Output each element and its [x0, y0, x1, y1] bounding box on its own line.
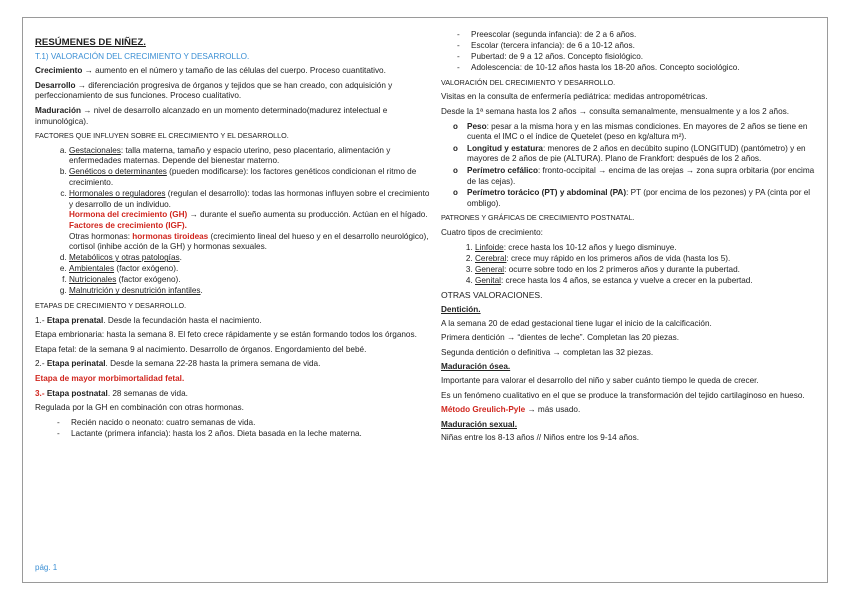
item-text: (factor exógeno).	[116, 275, 181, 285]
morbimortality-note: Etapa de mayor morbimortalidad fetal.	[35, 374, 185, 384]
item-text: : crece muy rápido en los primeros años de vida (hasta los 5).	[506, 253, 731, 263]
item-text: (factor exógeno).	[114, 264, 179, 274]
method-line	[441, 405, 816, 416]
item-label: General	[475, 264, 505, 274]
list-item: - Pubertad: de 9 a 12 años. Concepto fisiológico.	[457, 52, 816, 63]
list-item	[453, 122, 816, 143]
stage-perinatal	[35, 359, 435, 370]
right-column	[441, 30, 816, 448]
patrones-intro: Cuatro tipos de crecimiento:	[441, 228, 543, 237]
stage-embryo: Etapa embrionaria: hasta la semana 8. El feto crece rápidamente y se están formando todos los órganos.	[35, 330, 417, 340]
item-text: : fronto-occipital → encima de las orejas → zona supra orbitaria (por encima de las cejas).	[467, 166, 815, 186]
stage-postnatal	[35, 389, 435, 400]
item-label: Cerebral	[475, 253, 507, 263]
list-item	[453, 166, 816, 187]
item-label: Ambientales	[69, 264, 115, 274]
definition-text: → nivel de desarrollo alcanzado en un momento determinado(madurez intelectual e inmunológica).	[35, 105, 388, 126]
item-label: Malnutrición y desnutrición infantiles	[69, 286, 201, 296]
stage-number: 3.-	[35, 388, 47, 398]
item-text: Otras hormonas:	[69, 231, 133, 241]
definition-crecimiento	[35, 66, 435, 77]
stage-prenatal	[35, 316, 435, 327]
item-label: Gestacionales	[69, 145, 121, 155]
list-item: - Adolescencia: de 10-12 años hasta los 18-20 años. Concepto sociológico.	[457, 63, 816, 74]
list-item	[475, 265, 816, 276]
list-item	[475, 276, 816, 287]
stage-text: . Desde la fecundación hasta el nacimiento.	[103, 315, 262, 325]
list-item	[475, 254, 816, 265]
item-text: (pueden modificarse): los factores genéticos condicionan el ritmo de crecimiento.	[69, 167, 417, 188]
stages-heading: ETAPAS DE CRECIMIENTO Y DESARROLLO.	[35, 301, 187, 311]
page-number: pág. 1	[35, 563, 58, 572]
item-label: Metabólicos y otras patologías	[69, 253, 180, 263]
stage-text: . 28 semanas de vida.	[107, 388, 188, 398]
item-label: Genital	[475, 275, 501, 285]
schedule-text: Desde la 1ª semana hasta los 2 años → consulta semanalmente, mensualmente y a los 2 años.	[441, 107, 790, 117]
item-text: → durante el sueño aumenta su producción. Actúan en el hígado.	[187, 210, 428, 220]
item-text: .	[179, 253, 182, 263]
definition-text: → aumento en el número y tamaño de las células del cuerpo. Proceso cuantitativo.	[82, 66, 386, 76]
denticion-text: A la semana 20 de edad gestacional tiene lugar el inicio de la calcificación.	[441, 318, 712, 328]
term: Maduración	[35, 105, 81, 115]
item-label: Linfoide	[475, 242, 504, 252]
valoracion-heading: VALORACIÓN DEL CRECIMIENTO Y DESARROLLO.	[441, 77, 616, 87]
sexual-title: Maduración sexual.	[441, 419, 517, 429]
stage-label: Etapa perinatal	[46, 359, 106, 369]
gh-note: Regulada por la GH en combinación con otras hormonas.	[35, 403, 244, 413]
stage-label: Etapa prenatal	[46, 315, 104, 325]
list-item: - Preescolar (segunda infancia): de 2 a 6 años.	[457, 30, 816, 41]
item-text: (regulan el desarrollo): todas las hormonas influyen sobre el crecimiento y desarrollo de un individuo.	[69, 189, 430, 209]
stage-number: 2.-	[35, 359, 47, 369]
section-subtitle: T.1) VALORACIÓN DEL CRECIMIENTO Y DESARROLLO.	[35, 51, 250, 61]
osea-title: Maduración ósea.	[441, 362, 511, 372]
list-item: - Escolar (tercera infancia): de 6 a 10-12 años.	[457, 41, 816, 52]
list-item	[69, 253, 435, 264]
item-text: : pesar a la misma hora y en las mismas condiciones. En mayores de 2 años se tiene en cuenta el IMC o el índice de Quetelet (peso en kg/altura m²).	[467, 121, 808, 142]
highlight-gh: Hormona del crecimiento (GH)	[69, 210, 188, 220]
list-item	[69, 275, 435, 286]
term: Desarrollo	[35, 80, 76, 90]
osea-text: Es un fenómeno cualitativo en el que se produce la transformación del tejido cartilaginoso en hueso.	[441, 390, 805, 400]
postnatal-list-continued	[441, 30, 816, 74]
term: Crecimiento	[35, 66, 83, 76]
item-text: : crece hasta los 10-12 años y luego disminuye.	[503, 242, 677, 252]
denticion-title: Dentición.	[441, 305, 481, 315]
list-item	[69, 264, 435, 275]
list-item	[475, 243, 816, 254]
highlight-igf: Factores de crecimiento (IGF).	[69, 220, 187, 230]
list-item	[69, 286, 435, 297]
list-item	[453, 188, 816, 209]
patrones-heading: PATRONES Y GRÁFICAS DE CRECIMIENTO POSTNATAL.	[441, 213, 635, 223]
document-page	[22, 17, 828, 583]
item-label: Peso	[467, 121, 487, 131]
growth-types-list	[441, 243, 816, 287]
sexual-text: Niñas entre los 8-13 años // Niños entre los 9-14 años.	[441, 433, 639, 443]
definition-desarrollo	[35, 81, 435, 102]
item-text: : ocurre sobre todo en los 2 primeros años y durante la pubertad.	[504, 264, 740, 274]
left-column	[35, 34, 435, 444]
denticion-text: Segunda dentición o definitiva → completan las 32 piezas.	[441, 347, 654, 357]
list-item	[69, 189, 435, 253]
method-name: Método Greulich-Pyle	[441, 405, 526, 415]
method-text: → más usado.	[525, 405, 581, 415]
definition-maduracion	[35, 106, 435, 127]
item-text: : PT (por encima de los pezones) y PA (cinta por el ombligo).	[467, 188, 811, 208]
definition-text: → diferenciación progresiva de órganos y tejidos que se han creado, con adquisición y perfeccionamiento de sus funciones. Proceso cualitativo.	[35, 80, 393, 101]
item-text: (crecimiento lineal del hueso y en el desarrollo neurológico), cortisol (inhibe acción de la GH) y hormonas sexuales.	[69, 231, 429, 252]
visits-text: Visitas en la consulta de enfermería pediátrica: medidas antropométricas.	[441, 92, 708, 102]
item-text: : talla materna, tamaño y espacio uterino, peso placentario, alimentación y enfermedades maternas. Depende del bienestar materno.	[69, 145, 391, 166]
highlight-thyroid: hormonas tiroideas	[132, 231, 209, 241]
stage-number: 1.-	[35, 315, 47, 325]
item-label: Genéticos o determinantes	[69, 167, 167, 177]
stage-text: . Desde la semana 22-28 hasta la primera semana de vida.	[105, 359, 321, 369]
osea-text: Importante para valorar el desarrollo del niño y saber cuánto tiempo le queda de crecer.	[441, 376, 759, 386]
item-text: : crece hasta los 4 años, se estanca y vuelve a crecer en la pubertad.	[500, 275, 753, 285]
stage-fetal: Etapa fetal: de la semana 9 al nacimiento. Desarrollo de órganos. Engordamiento del bebé.	[35, 344, 367, 354]
item-label: Perímetro cefálico	[467, 166, 538, 176]
list-item	[69, 146, 435, 167]
item-label: Longitud y estatura	[467, 143, 543, 153]
item-label: Hormonales o reguladores	[69, 189, 166, 199]
list-item	[453, 144, 816, 165]
otras-heading: OTRAS VALORACIONES.	[441, 290, 543, 301]
factors-heading: FACTORES QUE INFLUYEN SOBRE EL CRECIMIENTO Y EL DESARROLLO.	[35, 131, 289, 141]
item-label: Nutricionales	[69, 275, 117, 285]
item-text: : menores de 2 años en decúbito supino (LONGITUD) (pantómetro) y en mayores de 2 años de pie (ALTURA). Plano de Frankfort: después de los 2 años.	[467, 143, 806, 164]
list-item	[69, 167, 435, 188]
postnatal-list	[35, 418, 435, 440]
denticion-text: Primera dentición → “dientes de leche”. Completan las 20 piezas.	[441, 333, 680, 343]
item-text: .	[200, 286, 203, 296]
list-item: - Lactante (primera infancia): hasta los 2 años. Dieta basada en la leche materna.	[57, 429, 435, 440]
measurements-list	[441, 122, 816, 210]
item-label: Perímetro torácico (PT) y abdominal (PA)	[467, 188, 627, 198]
document-title: RESÚMENES DE NIÑEZ.	[35, 37, 146, 48]
factors-list	[35, 146, 435, 297]
stage-label: Etapa postnatal	[46, 388, 108, 398]
list-item: - Recién nacido o neonato: cuatro semanas de vida.	[57, 418, 435, 429]
